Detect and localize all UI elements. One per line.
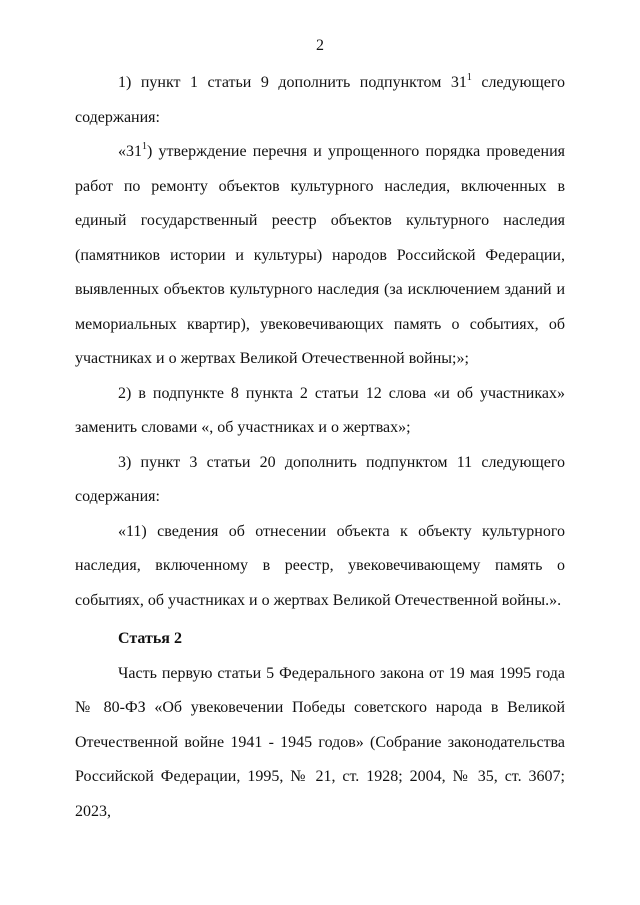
article-2-heading: Статья 2 xyxy=(118,630,182,647)
paragraph-item-3: 3) пункт 3 статьи 20 дополнить подпунктом 11 следующего содержания: xyxy=(75,453,565,505)
paragraph-article-2: Часть первую статьи 5 Федерального закона от 19 мая 1995 года № 80-ФЗ «Об увековечении Победы советского народа в Великой Отечественной войне 1941 - 1945 годов» (Собрание законодательства Российской Федерации, 1995, № 21, ст. 1928; 2004, № 35, ст. 3607; 2023, xyxy=(75,664,565,820)
page-number: 2 xyxy=(316,37,324,54)
item-1-lead: 1) пункт 1 статьи 9 дополнить подпунктом 31 xyxy=(118,74,467,91)
item-1-superscript: 1 xyxy=(466,72,472,83)
quote-1-text: ) утверждение перечня и упрощенного порядка проведения работ по ремонту объектов культурного наследия, включенных в единый государственный реестр объектов культурного наследия (памятников истории и культуры) народов Российской Федерации, выявленных объектов культурного наследия (за исключением зданий и мемориальных квартир), увековечивающих память о событиях, об участниках и о жертвах Великой Отечественной войны;»; xyxy=(75,143,565,367)
item-1-tail: следующего содержания: xyxy=(75,74,565,126)
paragraph-quote-3: «11) сведения об отнесении объекта к объекту культурного наследия, включенному в реестр, увековечивающему память о событиях, об участниках и о жертвах Великой Отечественной войны.». xyxy=(75,522,565,609)
document-body xyxy=(75,66,565,829)
quote-1-open: «31 xyxy=(118,143,142,160)
paragraph-quote-1 xyxy=(75,135,565,377)
paragraph-item-1 xyxy=(75,66,565,135)
paragraph-item-2: 2) в подпункте 8 пункта 2 статьи 12 слова «и об участниках» заменить словами «, об участниках и о жертвах»; xyxy=(75,384,565,436)
quote-1-superscript: 1 xyxy=(142,141,147,152)
